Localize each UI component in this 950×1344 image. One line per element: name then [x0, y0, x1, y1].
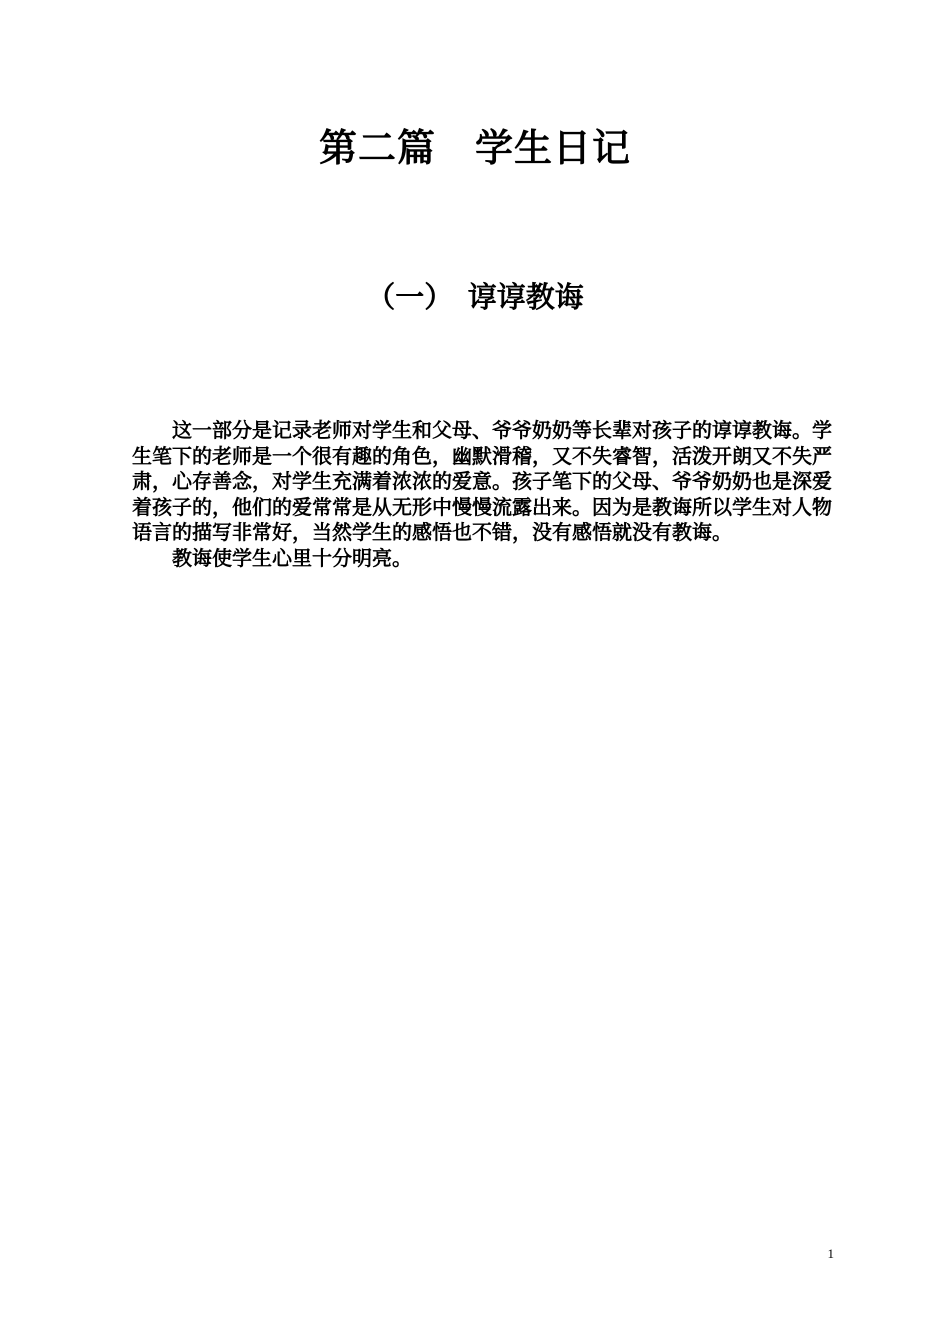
body-text [132, 418, 832, 571]
page-number: 1 [827, 1246, 834, 1261]
paragraph-conclusion: 教诲使学生心里十分明亮。 [172, 545, 412, 570]
chapter-title: 第二篇 学生日记 [318, 126, 631, 170]
paragraph-intro: 这一部分是记录老师对学生和父母、爷爷奶奶等长辈对孩子的谆谆教诲。学生笔下的老师是一个很有趣的角色，幽默滑稽，又不失睿智，活泼开朗又不失严肃，心存善念，对学生充满着浓浓的爱意。孩子笔下的父母、爷爷奶奶也是深爱着孩子的，他们的爱常常是从无形中慢慢流露出来。因为是教诲所以学生对人物语言的描写非常好，当然学生的感悟也不错，没有感悟就没有教诲。 [132, 418, 832, 544]
section-title: （一） 谆谆教诲 [366, 280, 584, 314]
